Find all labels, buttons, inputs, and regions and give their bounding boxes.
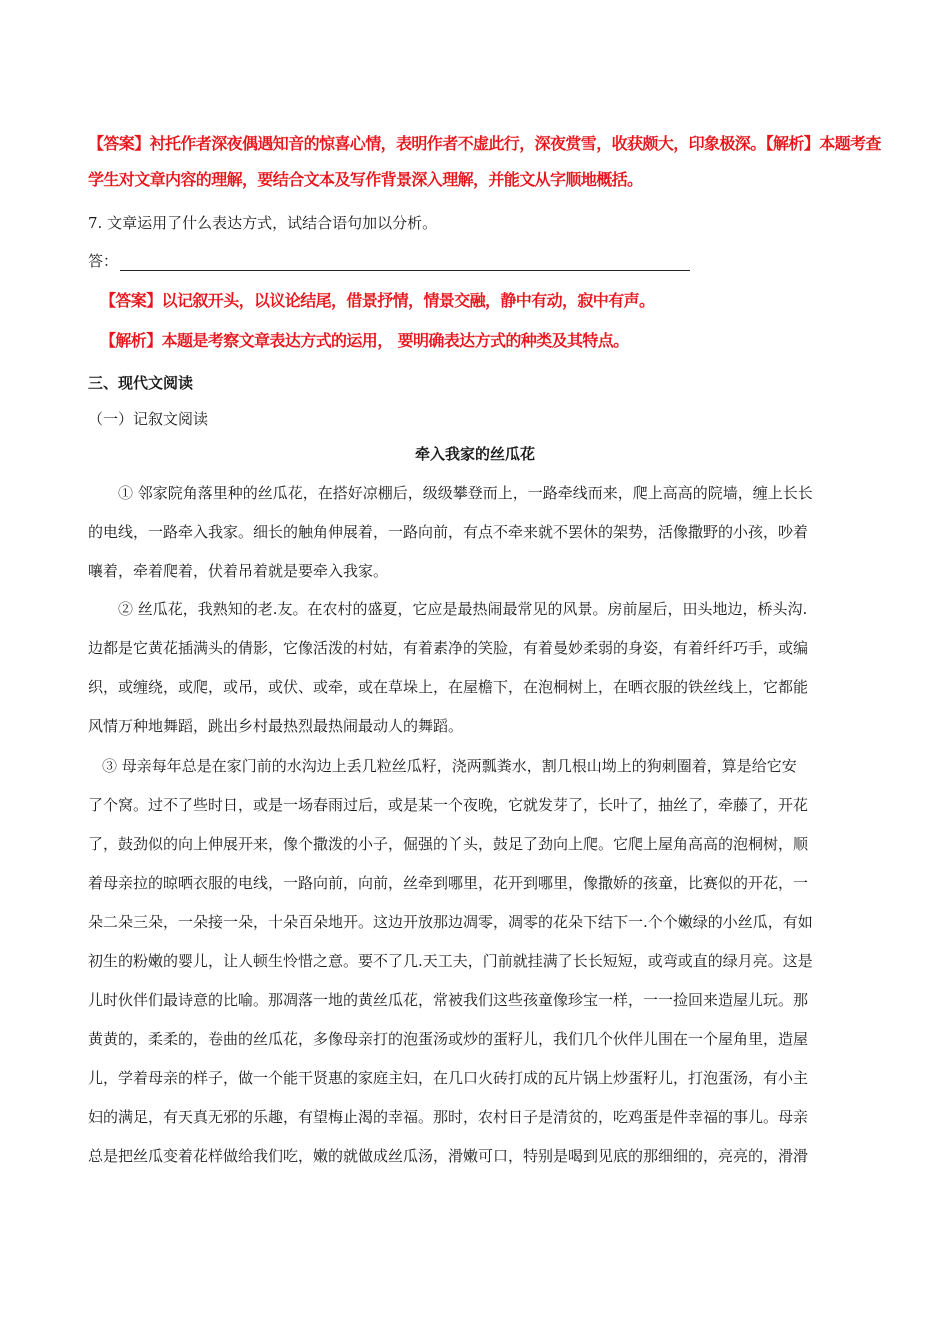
paragraph-line: 黄黄的，柔柔的，卷曲的丝瓜花，多像母亲打的泡蛋汤或炒的蛋籽儿，我们几个伙伴儿围在一个屋角里，造屋 — [88, 1030, 809, 1048]
paragraph-line: 妇的满足，有天真无邪的乐趣，有望梅止渴的幸福。那时，农村日子是清贫的，吃鸡蛋是件幸福的事儿。母亲 — [88, 1108, 809, 1126]
paragraph-line: ① 邻家院角落里种的丝瓜花，在搭好凉棚后，级级攀登而上，一路牵线而来，爬上高高的院墙，缠上长长 — [118, 484, 813, 502]
answer6-line1: 【答案】衬托作者深夜偶遇知音的惊喜心情，表明作者不虚此行，深夜赏雪，收获颇大，印象极深。【解析】本题考查 — [88, 134, 881, 153]
paragraph-line: 了，鼓劲似的向上伸展开来，像个撒泼的小子，倔强的丫头，鼓足了劲向上爬。它爬上屋角高高的泡桐树，顺 — [88, 835, 809, 853]
section-title: 三、现代文阅读 — [88, 374, 194, 392]
paragraph-line: ③ 母亲每年总是在家门前的水沟边上丢几粒丝瓜籽，浇两瓢粪水，割几根山坳上的狗刺圈着，算是给它安 — [102, 757, 797, 775]
paragraph-line: 的电线，一路牵入我家。细长的触角伸展着，一路向前，有点不牵来就不罢休的架势，活像撒野的小孩，吵着 — [88, 523, 809, 541]
paragraph-line: 初生的粉嫩的婴儿，让人顿生怜惜之意。要不了几.天工夫，门前就挂满了长长短短，或弯或直的绿月亮。这是 — [88, 952, 813, 970]
paragraph-line: 朵二朵三朵，一朵接一朵，十朵百朵地开。这边开放那边凋零，凋零的花朵下结下一.个个嫩绿的小丝瓜，有如 — [88, 913, 813, 931]
paragraph-2 — [88, 590, 868, 746]
paragraph-3 — [88, 747, 868, 1176]
paragraph-line: 嚷着，牵着爬着，伏着吊着就是要牵入我家。 — [88, 562, 389, 580]
paragraph-line: 总是把丝瓜变着花样做给我们吃，嫩的就做成丝瓜汤，滑嫩可口，特别是喝到见底的那细细的，亮亮的，滑滑 — [88, 1147, 809, 1165]
answer6-block — [88, 126, 881, 198]
paragraph-line: ② 丝瓜花，我熟知的老.友。在农村的盛夏，它应是最热闹最常见的风景。房前屋后，田头地边，桥头沟. — [118, 600, 808, 618]
question7-text: 7. 文章运用了什么表达方式，试结合语句加以分析。 — [88, 214, 438, 232]
section-subtitle: （一）记叙文阅读 — [88, 410, 209, 428]
paragraph-line: 了个窝。过不了些时日，或是一场春雨过后，或是某一个夜晚，它就发芽了，长叶了，抽丝了，牵藤了，开花 — [88, 796, 809, 814]
paragraph-line: 风情万种地舞蹈，跳出乡村最热烈最热闹最动人的舞蹈。 — [88, 717, 464, 735]
paragraph-line: 儿时伙伴们最诗意的比喻。那凋落一地的黄丝瓜花，常被我们这些孩童像珍宝一样，一一捡回来造屋儿玩。那 — [88, 991, 809, 1009]
paragraph-line: 织，或缠绕，或爬，或吊，或伏、或牵，或在草垛上，在屋檐下，在泡桐树上，在晒衣服的铁丝线上，它都能 — [88, 678, 809, 696]
paragraph-1 — [88, 474, 868, 591]
paragraph-line: 着母亲拉的晾晒衣服的电线，一路向前，向前，丝牵到哪里，花开到哪里，像撒娇的孩童，比赛似的开花，一 — [88, 874, 809, 892]
question7-answer: 【答案】以记叙开头，以议论结尾，借景抒情，情景交融，静中有动，寂中有声。 — [100, 291, 655, 310]
question7-analysis: 【解析】本题是考察文章表达方式的运用， 要明确表达方式的种类及其特点。 — [100, 331, 629, 350]
answer-blank-line — [120, 270, 690, 271]
article-title: 牵入我家的丝瓜花 — [414, 445, 535, 463]
paragraph-line: 边都是它黄花插满头的倩影，它像活泼的村姑，有着素净的笑脸，有着曼妙柔弱的身姿，有着纤纤巧手，或编 — [88, 639, 809, 657]
answer-prefix: 答： — [88, 252, 119, 270]
answer6-line2: 学生对文章内容的理解，要结合文本及写作背景深入理解，并能文从字顺地概括。 — [88, 170, 643, 189]
paragraph-line: 儿，学着母亲的样子，做一个能干贤惠的家庭主妇，在几口火砖打成的瓦片锅上炒蛋籽儿，打泡蛋汤，有小主 — [88, 1069, 809, 1087]
